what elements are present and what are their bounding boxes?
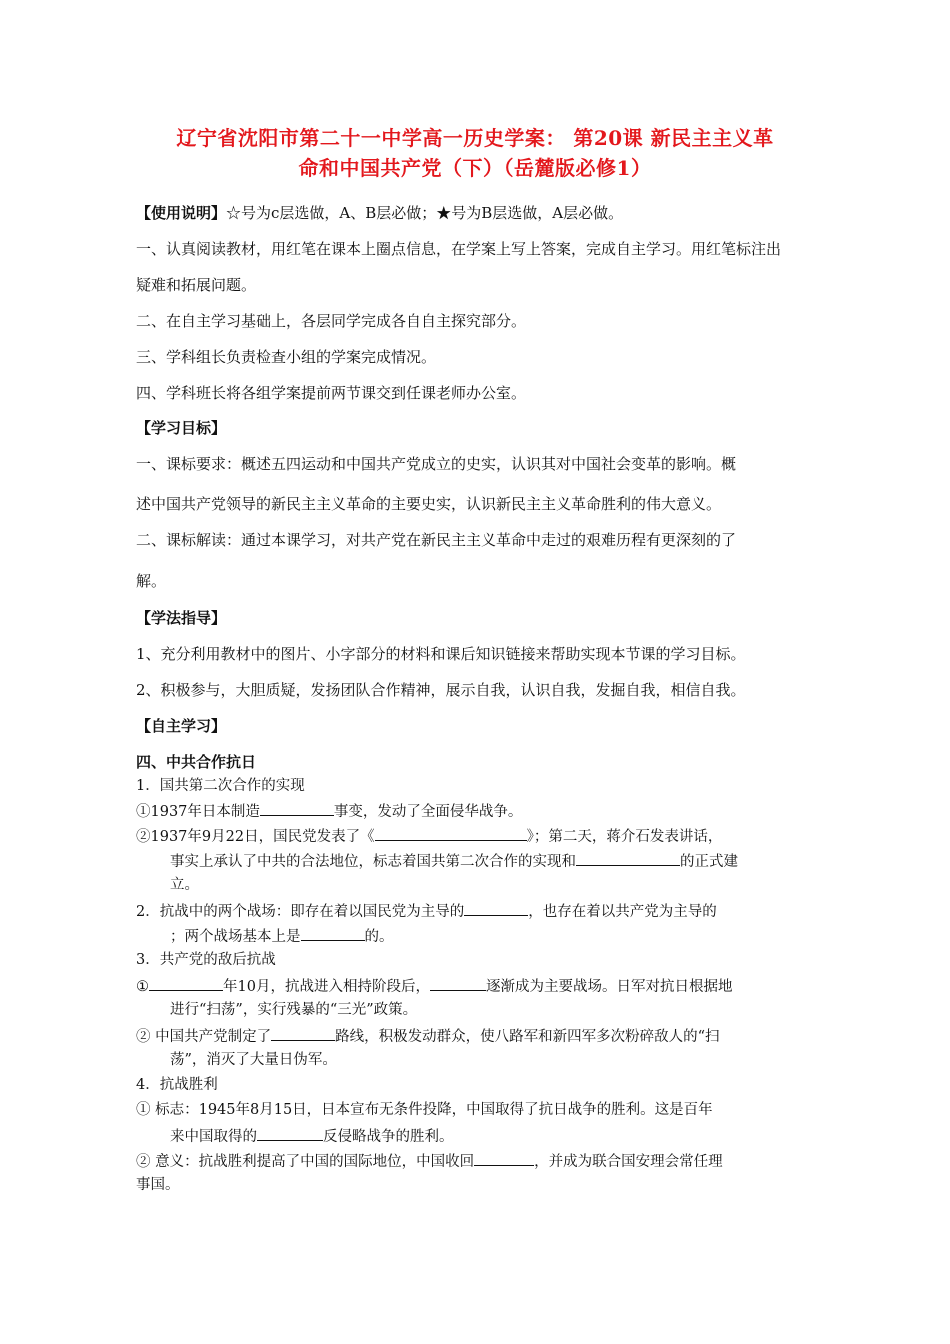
- study-s1-1: ①1937年日本制造 事变，发动了全面侵华战争。: [136, 801, 522, 821]
- answer-blank[interactable]: [464, 901, 528, 916]
- answer-blank[interactable]: [430, 976, 486, 991]
- usage-item-4: 四、学科班长将各组学案提前两节课交到任课老师办公室。: [136, 384, 527, 402]
- study-s3-1: ① 年10月，抗战进入相持阶段后， 逐渐成为主要战场。日军对抗日根据地: [136, 976, 732, 996]
- answer-blank[interactable]: [576, 851, 680, 866]
- study-s1: 1．国共第二次合作的实现: [136, 778, 305, 794]
- study-s4-1-cont: 来中国取得的 反侵略战争的胜利。: [170, 1126, 454, 1146]
- study-section-title: 四、中共合作抗日: [136, 753, 257, 771]
- answer-blank[interactable]: [149, 976, 223, 991]
- goals-heading: 【学习目标】: [136, 419, 227, 437]
- study-s1-2: ②1937年9月22日，国民党发表了《 》；第二天，蒋介石发表讲话，: [136, 826, 722, 846]
- usage-item-1b: 疑难和拓展问题。: [136, 276, 257, 294]
- study-s1-2-cont: 事实上承认了中共的合法地位，标志着国共第二次合作的实现和 的正式建: [170, 851, 738, 871]
- goals-item-2b: 解。: [136, 572, 167, 590]
- study-heading: 【自主学习】: [136, 717, 227, 735]
- answer-blank[interactable]: [375, 826, 527, 841]
- method-item-2: 2、积极参与，大胆质疑，发扬团队合作精神，展示自我，认识自我，发掘自我，相信自我。: [136, 681, 746, 699]
- usage-text: ☆号为c层选做，A、B层必做；★号为B层选做，A层必做。: [226, 204, 624, 222]
- goals-item-1b: 述中国共产党领导的新民主主义革命的主要史实，认识新民主主义革命胜利的伟大意义。: [136, 495, 722, 513]
- answer-blank[interactable]: [271, 1026, 335, 1041]
- answer-blank[interactable]: [257, 1126, 323, 1141]
- study-s3-2: ② 中国共产党制定了 路线，积极发动群众，使八路军和新四军多次粉碎敌人的“扫: [136, 1026, 720, 1046]
- usage-item-1a: 一、认真阅读教材，用红笔在课本上圈点信息，在学案上写上答案，完成自主学习。用红笔标注出: [136, 240, 782, 258]
- method-heading: 【学法指导】: [136, 609, 227, 627]
- study-s4-1: ① 标志：1945年8月15日，日本宣布无条件投降，中国取得了抗日战争的胜利。这是百年: [136, 1102, 713, 1118]
- study-s2-cont: ；两个战场基本上是 的。: [170, 926, 394, 946]
- study-s3: 3．共产党的敌后抗战: [136, 952, 276, 968]
- method-item-1: 1、充分利用教材中的图片、小字部分的材料和课后知识链接来帮助实现本节课的学习目标。: [136, 645, 746, 663]
- answer-blank[interactable]: [474, 1151, 534, 1166]
- usage-heading: 【使用说明】: [136, 204, 227, 222]
- study-s2: 2．抗战中的两个战场：即存在着以国民党为主导的 ，也存在着以共产党为主导的: [136, 901, 717, 921]
- goals-item-1a: 一、课标要求：概述五四运动和中国共产党成立的史实，认识其对中国社会变革的影响。概: [136, 455, 737, 473]
- study-s3-1-cont: 进行“扫荡”，实行残暴的“三光”政策。: [170, 1002, 418, 1018]
- document-title-line-1: 辽宁省沈阳市第二十一中学高一历史学案： 第20课 新民主主义革: [176, 126, 774, 150]
- document-title-line-2: 命和中国共产党（下）（岳麓版必修1）: [298, 156, 652, 180]
- study-s4-2-cont: 事国。: [136, 1177, 180, 1193]
- answer-blank[interactable]: [301, 926, 365, 941]
- usage-item-2: 二、在自主学习基础上，各层同学完成各自自主探究部分。: [136, 312, 527, 330]
- goals-item-2a: 二、课标解读：通过本课学习，对共产党在新民主主义革命中走过的艰难历程有更深刻的了: [136, 531, 737, 549]
- usage-line: [136, 204, 623, 222]
- study-s1-2-end: 立。: [170, 877, 199, 893]
- study-s3-2-cont: 荡”，消灭了大量日伪军。: [170, 1052, 337, 1068]
- study-s4-2: ② 意义：抗战胜利提高了中国的国际地位，中国收回 ，并成为联合国安理会常任理: [136, 1151, 723, 1171]
- answer-blank[interactable]: [260, 801, 334, 816]
- study-s4: 4．抗战胜利: [136, 1077, 218, 1093]
- usage-item-3: 三、学科组长负责检查小组的学案完成情况。: [136, 348, 437, 366]
